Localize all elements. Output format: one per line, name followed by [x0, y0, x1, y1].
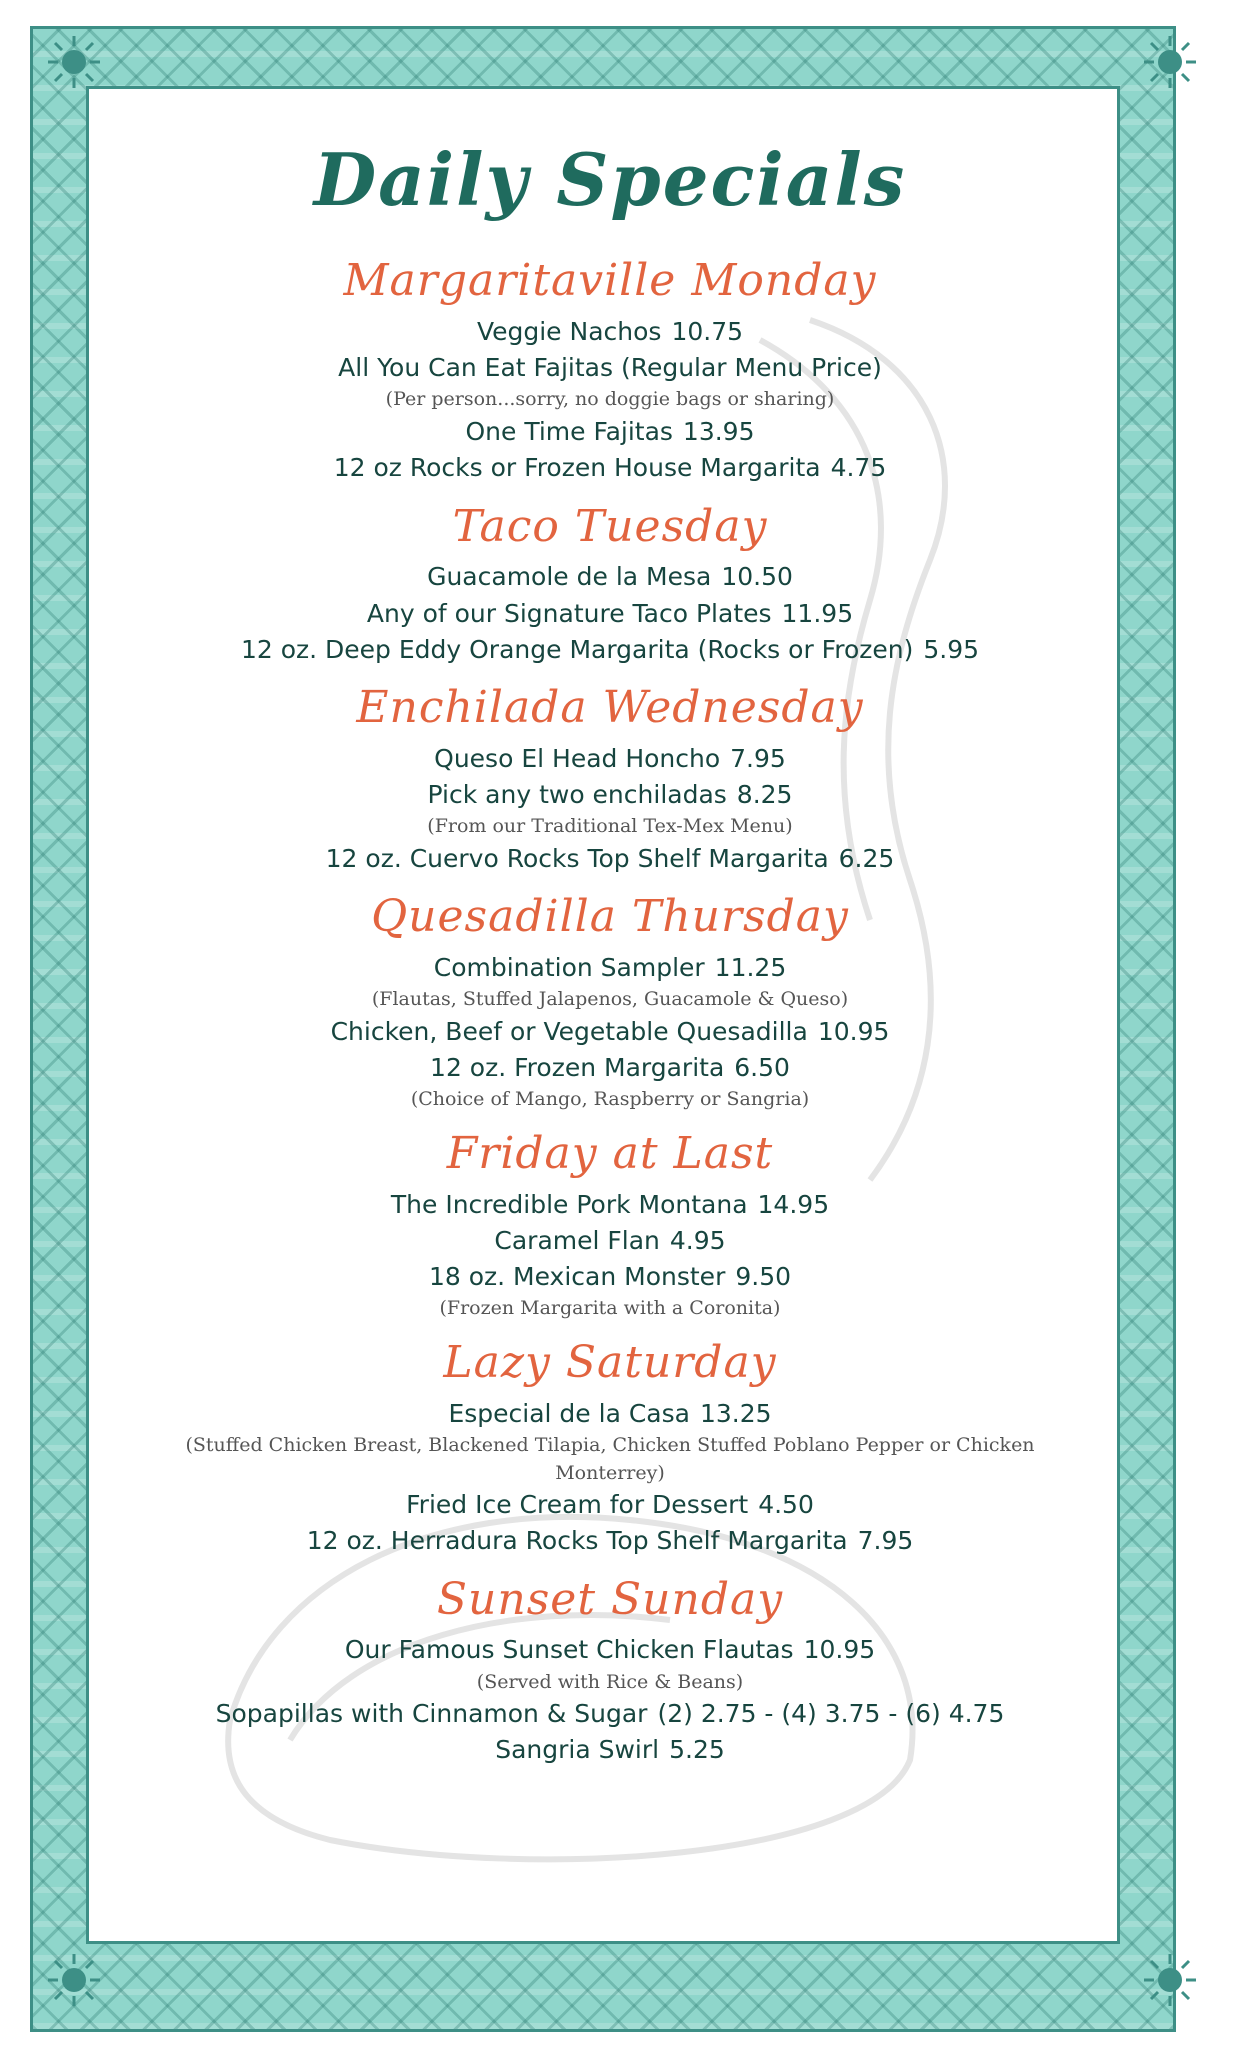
item-note: (Stuffed Chicken Breast, Blackened Tilapia, Chicken Stuffed Poblano Pepper or Chicken Monterrey)	[185, 1433, 1035, 1484]
menu-item	[120, 1259, 1100, 1295]
menu-item	[120, 1523, 1100, 1559]
menu-item	[120, 1014, 1100, 1050]
menu-item	[120, 841, 1100, 877]
day-section	[120, 501, 1100, 669]
sun-icon	[44, 32, 104, 92]
item-name: Especial de la Casa	[448, 1398, 690, 1428]
sun-icon	[1140, 32, 1200, 92]
item-name: Sangria Swirl	[495, 1735, 660, 1765]
section-heading: Lazy Saturday	[443, 1336, 777, 1388]
item-name: 18 oz. Mexican Monster	[428, 1262, 726, 1292]
section-heading: Enchilada Wednesday	[356, 682, 864, 734]
item-name: Any of our Signature Taco Plates	[366, 598, 772, 628]
menu-item	[120, 950, 1100, 986]
item-price: 10.95	[817, 1016, 890, 1046]
menu-item	[120, 314, 1100, 350]
sun-icon	[44, 1950, 104, 2010]
item-price: 7.95	[730, 743, 786, 773]
item-name: Guacamole de la Mesa	[427, 562, 712, 592]
item-price: 5.25	[669, 1735, 725, 1765]
menu-item	[120, 1487, 1100, 1523]
menu-item	[120, 1632, 1100, 1668]
item-note: (Per person...sorry, no doggie bags or sharing)	[385, 388, 835, 411]
item-note: (Frozen Margarita with a Coronita)	[439, 1297, 781, 1320]
day-section	[120, 682, 1100, 877]
item-note: (From our Traditional Tex-Mex Menu)	[427, 815, 793, 838]
menu-content	[120, 110, 1100, 1783]
day-section	[120, 1128, 1100, 1323]
item-name: 12 oz Rocks or Frozen House Margarita	[333, 453, 821, 483]
item-name: 12 oz. Frozen Margarita	[430, 1053, 725, 1083]
day-section	[120, 1337, 1100, 1560]
section-heading: Quesadilla Thursday	[371, 891, 849, 943]
menu-item	[120, 1732, 1100, 1768]
item-name: Queso El Head Honcho	[434, 743, 721, 773]
item-price: (2) 2.75 - (4) 3.75 - (6) 4.75	[657, 1699, 1005, 1729]
item-name: Combination Sampler	[433, 952, 705, 982]
item-price: 11.25	[714, 952, 787, 982]
section-heading: Margaritaville Monday	[343, 255, 877, 307]
item-price: 6.50	[734, 1053, 790, 1083]
item-name: 12 oz. Deep Eddy Orange Margarita (Rocks or Frozen)	[240, 634, 914, 664]
item-price: 4.50	[758, 1490, 814, 1520]
item-price: 5.95	[923, 634, 980, 664]
menu-item	[120, 1696, 1100, 1732]
menu-item	[120, 414, 1100, 450]
item-name: The Incredible Pork Montana	[390, 1189, 748, 1219]
day-section	[120, 891, 1100, 1114]
menu-item	[120, 741, 1100, 777]
day-section	[120, 255, 1100, 486]
item-name: 12 oz. Herradura Rocks Top Shelf Margarita	[306, 1526, 848, 1556]
item-name: Chicken, Beef or Vegetable Quesadilla	[330, 1016, 808, 1046]
item-price: 10.50	[721, 562, 793, 592]
item-name: Veggie Nachos	[476, 316, 662, 346]
menu-item	[120, 1223, 1100, 1259]
menu-item	[120, 1050, 1100, 1086]
day-section	[120, 1574, 1100, 1769]
sun-icon	[1140, 1950, 1200, 2010]
item-note: (Served with Rice & Beans)	[476, 1670, 744, 1693]
item-price: 7.95	[857, 1526, 914, 1556]
menu-item	[120, 559, 1100, 595]
item-price: 13.25	[699, 1398, 772, 1428]
page-title: Daily Specials	[313, 137, 907, 222]
section-heading: Sunset Sunday	[436, 1573, 784, 1625]
item-name: Caramel Flan	[494, 1225, 660, 1255]
item-price: 4.75	[830, 453, 887, 483]
item-price: 10.75	[671, 316, 744, 346]
item-name: All You Can Eat Fajitas (Regular Menu Price)	[338, 353, 882, 383]
menu-item	[120, 596, 1100, 632]
item-price: 10.95	[803, 1635, 876, 1665]
item-name: Pick any two enchiladas	[427, 780, 727, 810]
menu-item	[120, 350, 1100, 386]
section-heading: Friday at Last	[446, 1127, 774, 1179]
item-name: Our Famous Sunset Chicken Flautas	[344, 1635, 794, 1665]
item-note: (Flautas, Stuffed Jalapenos, Guacamole & Queso)	[371, 988, 849, 1011]
section-heading: Taco Tuesday	[452, 500, 768, 552]
item-price: 8.25	[736, 780, 793, 810]
menu-item	[120, 1187, 1100, 1223]
item-price: 4.95	[669, 1225, 726, 1255]
menu-item	[120, 450, 1100, 486]
item-name: Fried Ice Cream for Dessert	[406, 1490, 749, 1520]
item-name: 12 oz. Cuervo Rocks Top Shelf Margarita	[325, 843, 829, 873]
item-note: (Choice of Mango, Raspberry or Sangria)	[410, 1088, 810, 1111]
item-price: 13.95	[682, 417, 755, 447]
item-price: 9.50	[735, 1262, 792, 1292]
menu-item	[120, 1396, 1100, 1432]
item-name: Sopapillas with Cinnamon & Sugar	[215, 1699, 648, 1729]
menu-item	[120, 632, 1100, 668]
item-price: 6.25	[838, 843, 895, 873]
item-name: One Time Fajitas	[465, 417, 673, 447]
specials-list	[120, 255, 1100, 1768]
item-price: 14.95	[757, 1189, 830, 1219]
item-price: 11.95	[781, 598, 854, 628]
menu-item	[120, 777, 1100, 813]
